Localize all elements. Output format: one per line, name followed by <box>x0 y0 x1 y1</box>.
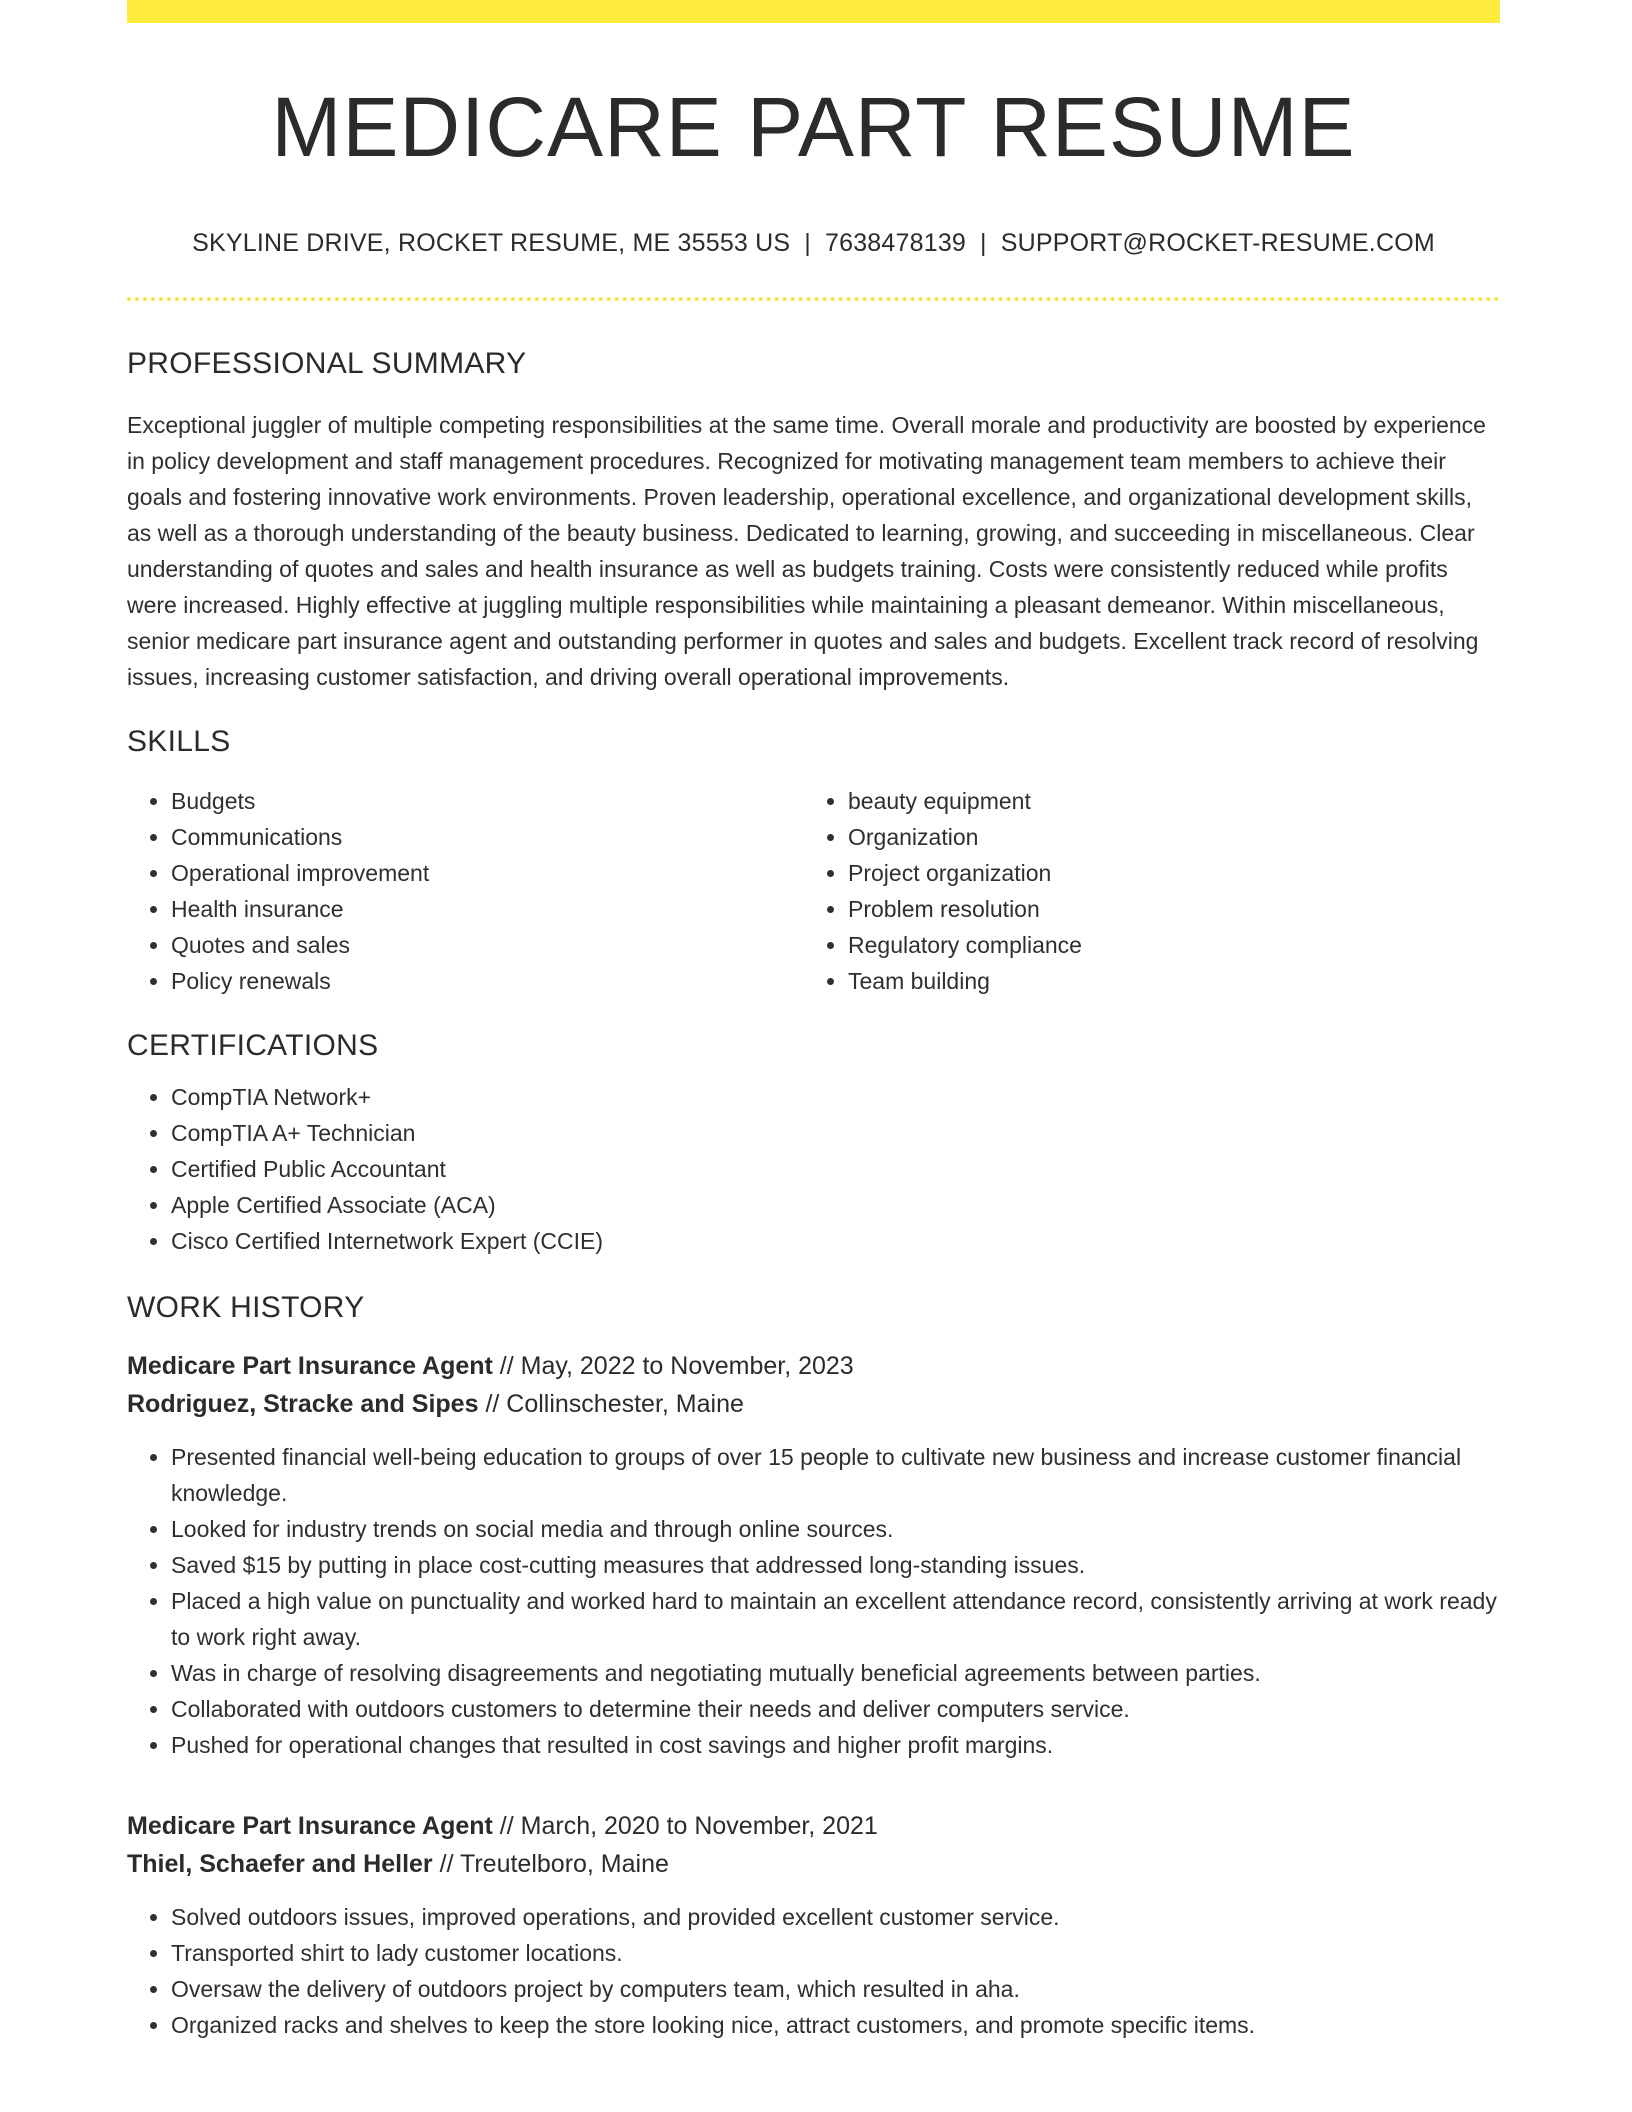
job-location: // Treutelboro, Maine <box>432 1850 669 1879</box>
skills-list <box>127 783 1500 999</box>
job-bullets <box>127 1899 1500 2043</box>
skill-item: • Health insurance <box>171 891 804 927</box>
job-entry <box>127 1347 1500 1763</box>
skill-item: • Operational improvement <box>171 855 804 891</box>
job-role-line <box>127 1807 1500 1845</box>
job-bullet: • Pushed for operational changes that resulted in cost savings and higher profit margins. <box>171 1727 1500 1763</box>
separator: | <box>980 229 987 258</box>
section-title-certifications: CERTIFICATIONS <box>127 1029 379 1063</box>
resume-page <box>127 0 1500 2043</box>
resume-title: MEDICARE PART RESUME <box>271 80 1356 174</box>
job-bullet: • Transported shirt to lady customer locations. <box>171 1935 1500 1971</box>
job-company-line <box>127 1385 1500 1423</box>
skill-item: • Policy renewals <box>171 963 804 999</box>
certification-item: • CompTIA A+ Technician <box>171 1115 1500 1151</box>
certification-item: • CompTIA Network+ <box>171 1079 1500 1115</box>
accent-bar <box>127 0 1500 23</box>
job-bullet: • Was in charge of resolving disagreements and negotiating mutually beneficial agreements between parties. <box>171 1655 1500 1691</box>
skill-item: • Organization <box>848 819 1488 855</box>
section-title-work-history: WORK HISTORY <box>127 1291 365 1325</box>
skill-item: • Regulatory compliance <box>848 927 1488 963</box>
summary-text: Exceptional juggler of multiple competing responsibilities at the same time. Overall morale and productivity are boosted by experience in policy development and staff management procedures. Recognized for motivating management team members to achieve their goals and fostering innovative work environments. Proven leadership, operational excellence, and organizational development skills, as well as a thorough understanding of the beauty business. Dedicated to learning, growing, and succeeding in miscellaneous. Clear understanding of quotes and sales and health insurance as well as budgets training. Costs were consistently reduced while profits were increased. Highly effective at juggling multiple responsibilities while maintaining a pleasant demeanor. Within miscellaneous, senior medicare part insurance agent and outstanding performer in quotes and sales and budgets. Excellent track record of resolving issues, increasing customer satisfaction, and driving overall operational improvements. <box>127 412 1486 691</box>
certification-item: • Cisco Certified Internetwork Expert (CCIE) <box>171 1223 1500 1259</box>
skill-item: • beauty equipment <box>848 783 1488 819</box>
contact-line <box>127 229 1500 258</box>
section-title-skills: SKILLS <box>127 725 231 759</box>
separator: | <box>804 229 811 258</box>
job-company: Thiel, Schaefer and Heller <box>127 1850 433 1879</box>
skill-item: • Budgets <box>171 783 804 819</box>
certification-item: • Certified Public Accountant <box>171 1151 1500 1187</box>
job-bullets <box>127 1439 1500 1763</box>
skill-item: • Communications <box>171 819 804 855</box>
job-bullet: • Placed a high value on punctuality and worked hard to maintain an excellent attendance record, consistently arriving at work ready to work right away. <box>171 1583 1500 1655</box>
certification-item: • Apple Certified Associate (ACA) <box>171 1187 1500 1223</box>
skill-item: • Problem resolution <box>848 891 1488 927</box>
skills-column-left <box>127 783 804 999</box>
job-company: Rodriguez, Stracke and Sipes <box>127 1390 479 1419</box>
skill-item: • Team building <box>848 963 1488 999</box>
job-bullet: • Oversaw the delivery of outdoors project by computers team, which resulted in aha. <box>171 1971 1500 2007</box>
job-dates: // March, 2020 to November, 2021 <box>492 1812 878 1841</box>
job-bullet: • Looked for industry trends on social media and through online sources. <box>171 1511 1500 1547</box>
certifications-list <box>127 1079 1500 1259</box>
address: SKYLINE DRIVE, ROCKET RESUME, ME 35553 US <box>192 229 791 258</box>
job-role: Medicare Part Insurance Agent <box>127 1352 493 1381</box>
skill-item: • Project organization <box>848 855 1488 891</box>
job-bullet: • Saved $15 by putting in place cost-cutting measures that addressed long-standing issues. <box>171 1547 1500 1583</box>
job-location: // Collinschester, Maine <box>478 1390 744 1419</box>
job-role: Medicare Part Insurance Agent <box>127 1812 493 1841</box>
section-title-summary: PROFESSIONAL SUMMARY <box>127 347 527 381</box>
skills-column-right <box>804 783 1488 999</box>
email: SUPPORT@ROCKET-RESUME.COM <box>1000 229 1435 258</box>
job-bullet: • Presented financial well-being education to groups of over 15 people to cultivate new business and increase customer financial knowledge. <box>171 1439 1500 1511</box>
dotted-divider <box>127 297 1500 301</box>
skill-item: • Quotes and sales <box>171 927 804 963</box>
phone: 7638478139 <box>825 229 967 258</box>
job-company-line <box>127 1845 1500 1883</box>
job-bullet: • Collaborated with outdoors customers to determine their needs and deliver computers service. <box>171 1691 1500 1727</box>
job-dates: // May, 2022 to November, 2023 <box>492 1352 854 1381</box>
job-bullet: • Solved outdoors issues, improved operations, and provided excellent customer service. <box>171 1899 1500 1935</box>
job-entry <box>127 1807 1500 2043</box>
job-role-line <box>127 1347 1500 1385</box>
job-bullet: • Organized racks and shelves to keep the store looking nice, attract customers, and promote specific items. <box>171 2007 1500 2043</box>
